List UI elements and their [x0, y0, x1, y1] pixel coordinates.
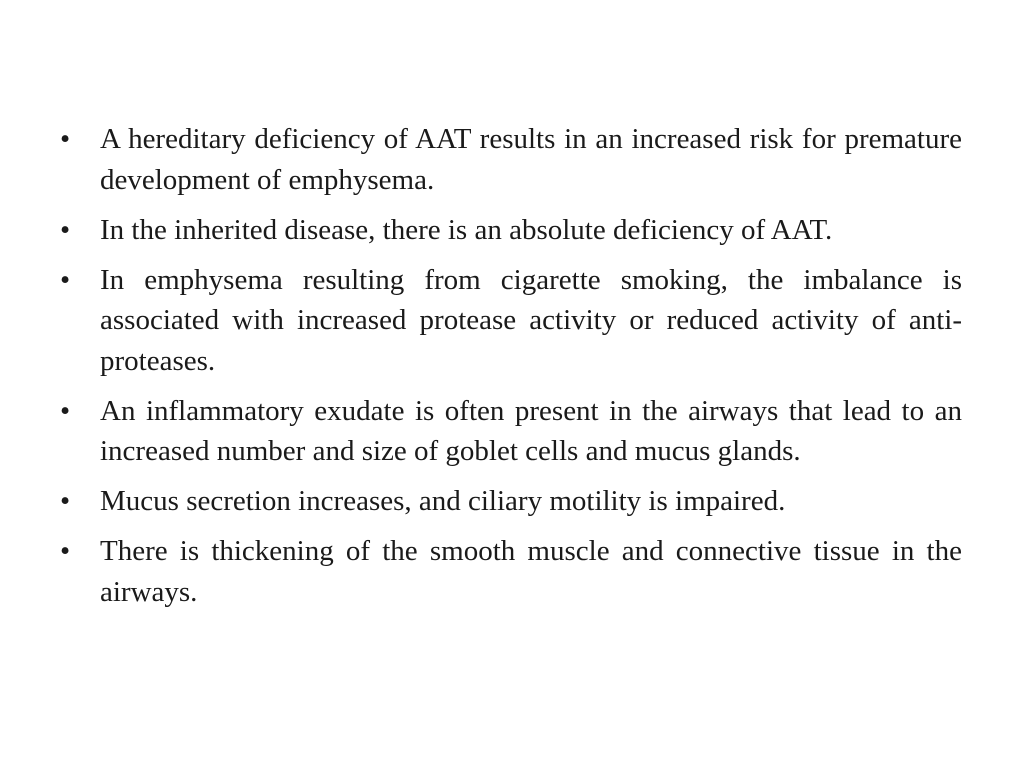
bullet-text: An inflammatory exudate is often present in the airways that lead to an increased number and size of goblet cells and mucus glands. [100, 394, 962, 467]
bullet-item-6 [60, 531, 962, 612]
bullet-icon: • [60, 535, 71, 567]
bullet-item-5 [60, 481, 962, 522]
bullet-icon: • [60, 213, 71, 246]
bullet-item-1 [60, 119, 962, 200]
bullet-icon: • [60, 394, 71, 427]
bullet-text: In emphysema resulting from cigarette smoking, the imbalance is associated with increased protease activity or reduced activity of anti-proteases. [100, 263, 962, 377]
bullet-text: A hereditary deficiency of AAT results in an increased risk for premature development of emphysema. [100, 123, 962, 196]
bullet-icon: • [60, 263, 71, 296]
bullet-text: In the inherited disease, there is an absolute deficiency of AAT. [100, 213, 833, 246]
bullet-icon: • [60, 485, 71, 517]
bullet-item-3 [60, 260, 962, 382]
bullet-text: Mucus secretion increases, and ciliary motility is impaired. [100, 485, 786, 517]
bullet-list [60, 119, 962, 612]
bullet-item-2 [60, 210, 962, 251]
bullet-item-4 [60, 391, 962, 472]
bullet-icon: • [60, 123, 71, 155]
bullet-text: There is thickening of the smooth muscle and connective tissue in the airways. [100, 535, 962, 608]
